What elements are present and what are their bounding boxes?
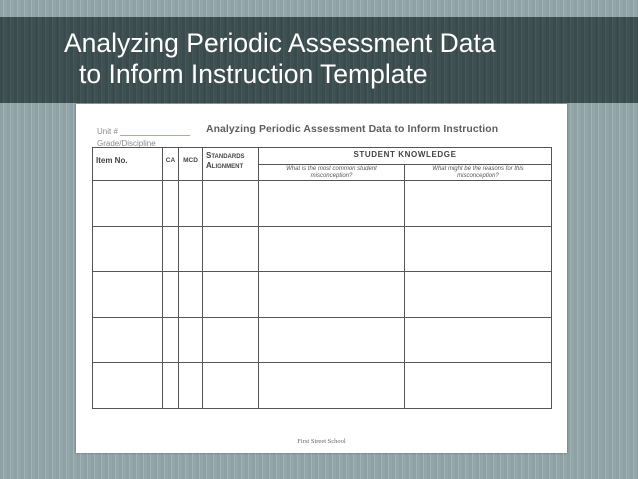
slide-title xyxy=(64,28,496,90)
assessment-table xyxy=(92,147,552,409)
table-row xyxy=(93,272,552,318)
header-misconception-question: What is the most common student misconception? xyxy=(259,165,405,181)
cell-reasons xyxy=(405,226,552,272)
cell-misconception xyxy=(259,181,405,227)
slide-title-line-1: Analyzing Periodic Assessment Data xyxy=(64,28,496,58)
cell-mcd xyxy=(179,226,203,272)
cell-item-no xyxy=(93,317,163,363)
cell-reasons xyxy=(405,181,552,227)
template-document xyxy=(76,104,567,453)
cell-ca xyxy=(163,226,179,272)
cell-misconception xyxy=(259,363,405,409)
cell-item-no xyxy=(93,181,163,227)
cell-mcd xyxy=(179,272,203,318)
unit-underline xyxy=(120,135,190,136)
table-row xyxy=(93,181,552,227)
cell-standards xyxy=(203,226,259,272)
cell-reasons xyxy=(405,317,552,363)
cell-misconception xyxy=(259,226,405,272)
cell-standards xyxy=(203,272,259,318)
grade-label: Grade/Discipline xyxy=(97,139,156,148)
slide-title-line-2: to Inform Instruction Template xyxy=(79,59,428,89)
header-item-no: Item No. xyxy=(93,148,163,181)
cell-item-no xyxy=(93,226,163,272)
document-heading: Analyzing Periodic Assessment Data to Inform Instruction xyxy=(206,124,499,135)
header-reasons-question: What might be the reasons for this misconception? xyxy=(405,165,552,181)
cell-item-no xyxy=(93,363,163,409)
cell-mcd xyxy=(179,317,203,363)
cell-standards xyxy=(203,317,259,363)
header-standards-line-2: Alignment xyxy=(206,161,244,170)
table-row xyxy=(93,226,552,272)
header-mcd: MCD xyxy=(179,148,203,181)
cell-ca xyxy=(163,317,179,363)
cell-ca xyxy=(163,363,179,409)
cell-standards xyxy=(203,363,259,409)
table-row xyxy=(93,363,552,409)
header-standards-line-1: Standards xyxy=(206,151,245,160)
cell-reasons xyxy=(405,363,552,409)
cell-mcd xyxy=(179,181,203,227)
cell-ca xyxy=(163,181,179,227)
cell-reasons xyxy=(405,272,552,318)
header-ca: CA xyxy=(163,148,179,181)
cell-misconception xyxy=(259,272,405,318)
header-row xyxy=(93,148,552,165)
table-row xyxy=(93,317,552,363)
page-footer: First Street School xyxy=(297,438,346,445)
cell-standards xyxy=(203,181,259,227)
unit-label-text: Unit # xyxy=(97,127,118,136)
cell-ca xyxy=(163,272,179,318)
header-student-knowledge: STUDENT KNOWLEDGE xyxy=(259,148,552,165)
header-standards-alignment xyxy=(203,148,259,181)
cell-item-no xyxy=(93,272,163,318)
unit-label xyxy=(97,127,190,136)
cell-mcd xyxy=(179,363,203,409)
cell-misconception xyxy=(259,317,405,363)
